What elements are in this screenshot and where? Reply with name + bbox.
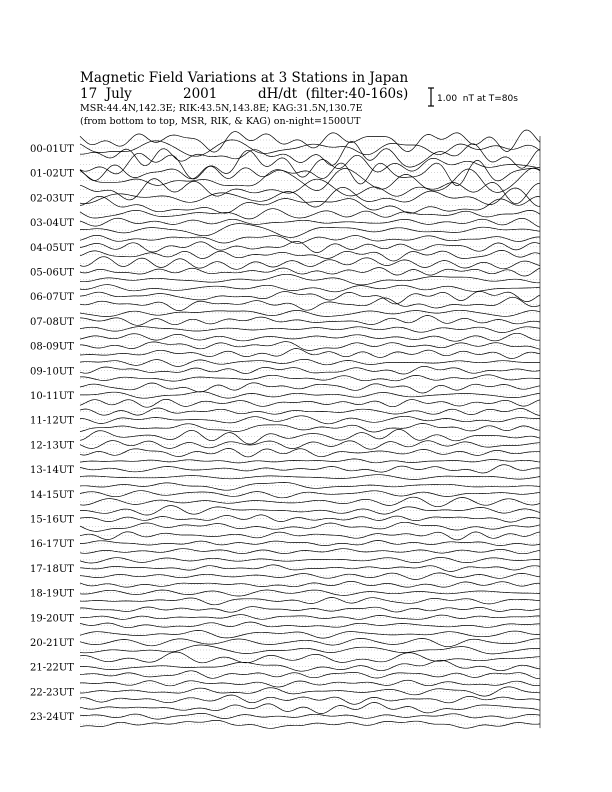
trace-kag — [80, 652, 540, 663]
scale-bar-label: 1.00 nT at T=80s — [437, 94, 518, 104]
hour-row-label: 08-09UT — [30, 341, 74, 353]
trace-msr — [80, 141, 540, 168]
trace-kag — [80, 429, 540, 444]
hour-row-label: 10-11UT — [30, 391, 74, 402]
hour-row-label: 00-01UT — [30, 144, 74, 155]
station-coordinates: MSR:44.4N,142.3E; RIK:43.5N,143.8E; KAG:31.5N,130.7E — [80, 103, 363, 114]
hour-row-label: 13-14UT — [30, 465, 74, 477]
hour-row-label: 11-12UT — [30, 415, 74, 427]
trace-rik — [80, 565, 540, 572]
hour-row — [30, 558, 540, 580]
trace-kag — [80, 235, 540, 243]
hour-row — [30, 429, 540, 457]
hour-row — [30, 179, 540, 214]
hour-row-label: 15-16UT — [30, 514, 74, 526]
trace-kag — [80, 383, 540, 393]
trace-rik — [80, 590, 540, 596]
trace-rik — [80, 615, 540, 620]
trace-msr — [80, 497, 540, 507]
hour-rows — [30, 130, 540, 728]
trace-msr — [80, 622, 540, 628]
hour-row-label: 04-05UT — [30, 242, 74, 254]
trace-kag — [80, 630, 540, 638]
trace-msr — [80, 522, 540, 531]
chart-date: 17 July — [80, 86, 132, 102]
hour-row-label: 18-19UT — [30, 588, 74, 600]
hour-row-label: 23-24UT — [30, 712, 74, 724]
chart-component-filter: dH/dt (filter:40-160s) — [258, 86, 409, 102]
hour-row-label: 12-13UT — [30, 440, 74, 452]
trace-kag — [80, 581, 540, 587]
trace-msr — [80, 250, 540, 261]
hour-row-label: 07-08UT — [30, 316, 74, 328]
hour-row-label: 09-10UT — [30, 366, 74, 378]
trace-kag — [80, 558, 540, 564]
trace-kag — [80, 310, 540, 316]
trace-msr — [80, 448, 540, 457]
hour-row — [30, 130, 540, 168]
trace-rik — [80, 316, 540, 326]
hour-row — [30, 702, 540, 728]
trace-rik — [80, 218, 540, 227]
trace-kag — [80, 257, 540, 270]
hour-row — [30, 150, 540, 192]
trace-kag — [80, 333, 540, 341]
hour-row-label: 05-06UT — [30, 267, 74, 279]
trace-kag — [80, 702, 540, 713]
trace-msr — [80, 196, 540, 213]
trace-kag — [80, 209, 540, 219]
trace-kag — [80, 130, 540, 152]
trace-msr — [80, 598, 540, 605]
hour-row-label: 01-02UT — [30, 168, 74, 180]
trace-rik — [80, 638, 540, 646]
hour-row — [30, 408, 540, 432]
hour-row-label: 17-18UT — [30, 563, 74, 575]
chart-title: Magnetic Field Variations at 3 Stations in Japan — [80, 70, 409, 86]
hour-row — [30, 680, 540, 704]
trace-msr — [80, 573, 540, 580]
trace-msr — [80, 549, 540, 554]
trace-kag — [80, 359, 540, 366]
trace-msr — [80, 375, 540, 381]
chart-year: 2001 — [183, 86, 218, 102]
hour-row — [30, 383, 540, 407]
hour-row — [30, 459, 540, 480]
trace-kag — [80, 532, 540, 540]
hour-row-label: 21-22UT — [30, 662, 74, 674]
trace-msr — [80, 297, 540, 310]
trace-kag — [80, 482, 540, 490]
trace-rik — [80, 187, 540, 207]
trace-msr — [80, 327, 540, 333]
hour-row-label: 03-04UT — [30, 218, 74, 230]
trace-rik — [80, 465, 540, 473]
hour-row — [30, 257, 540, 285]
trace-rik — [80, 291, 540, 304]
hour-row-label: 20-21UT — [30, 638, 74, 649]
hour-row — [30, 310, 540, 332]
hour-row — [30, 630, 540, 654]
trace-rik — [80, 491, 540, 498]
hour-row — [30, 532, 540, 554]
hour-row-label: 14-15UT — [30, 489, 74, 501]
station-order-note: (from bottom to top, MSR, RIK, & KAG) on-night=1500UT — [80, 116, 361, 127]
hour-row — [30, 285, 540, 311]
trace-rik — [80, 441, 540, 450]
trace-msr — [80, 695, 540, 704]
trace-msr — [80, 224, 540, 238]
hour-row-label: 22-23UT — [30, 687, 74, 699]
hour-row-label: 02-03UT — [30, 193, 74, 205]
hour-row-label: 16-17UT — [30, 539, 74, 551]
hour-row — [30, 209, 540, 238]
hour-row — [30, 482, 540, 506]
hour-row — [30, 506, 540, 532]
trace-msr — [80, 399, 540, 407]
hour-row — [30, 652, 540, 679]
hour-row — [30, 333, 540, 358]
trace-kag — [80, 179, 540, 204]
hour-row — [30, 359, 540, 381]
hour-row — [30, 607, 540, 628]
trace-rik — [80, 268, 540, 276]
hour-row-label: 06-07UT — [30, 292, 74, 304]
trace-msr — [80, 645, 540, 654]
hour-row-label: 19-20UT — [30, 613, 74, 625]
trace-rik — [80, 342, 540, 351]
hour-row — [30, 581, 540, 604]
